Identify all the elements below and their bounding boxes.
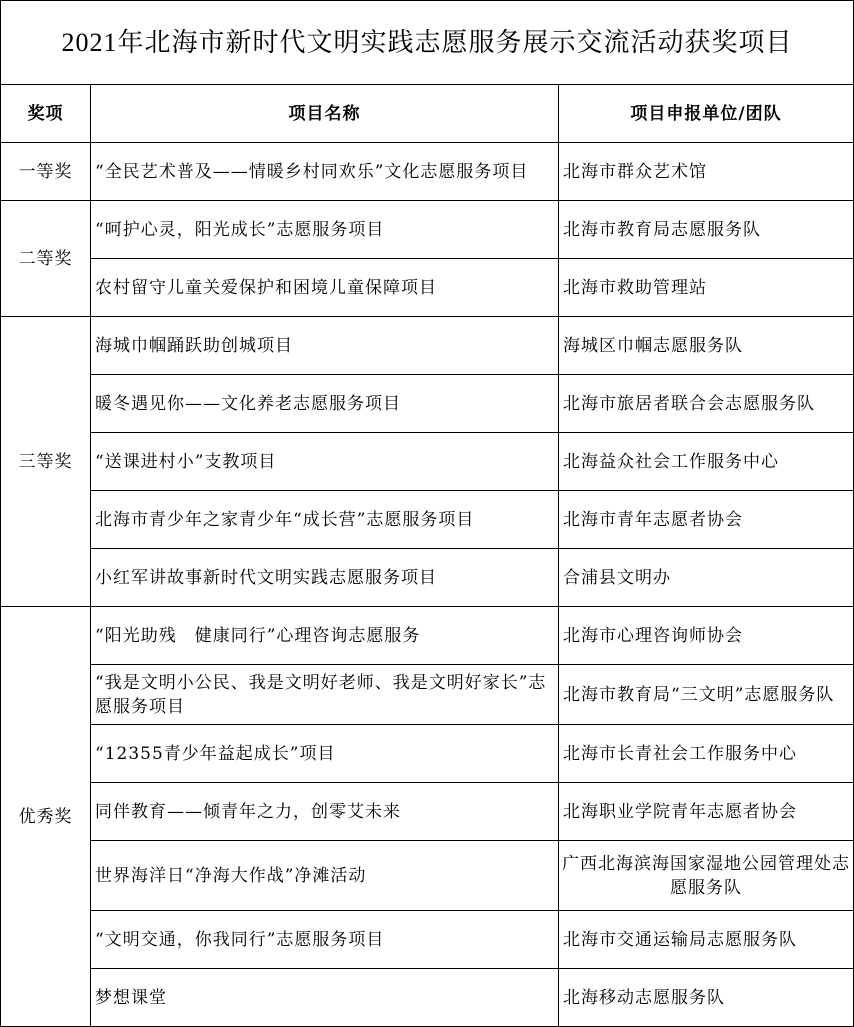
table-row	[1, 549, 854, 607]
table-row	[1, 317, 854, 375]
table-row	[1, 607, 854, 665]
table-row	[1, 665, 854, 725]
project-cell: “阳光助残 健康同行”心理咨询志愿服务	[91, 607, 559, 665]
project-cell: “文明交通，你我同行”志愿服务项目	[91, 911, 559, 969]
unit-cell: 北海市心理咨询师协会	[559, 607, 854, 665]
unit-cell: 海城区巾帼志愿服务队	[559, 317, 854, 375]
project-cell: 梦想课堂	[91, 969, 559, 1027]
unit-cell: 合浦县文明办	[559, 549, 854, 607]
project-cell: “12355青少年益起成长”项目	[91, 725, 559, 783]
project-cell: “呵护心灵，阳光成长”志愿服务项目	[91, 201, 559, 259]
award-cell-excellence: 优秀奖	[1, 607, 91, 1027]
table-row	[1, 433, 854, 491]
project-cell: 北海市青少年之家青少年“成长营”志愿服务项目	[91, 491, 559, 549]
table-row	[1, 143, 854, 201]
award-cell-second: 二等奖	[1, 201, 91, 317]
unit-cell: 北海市旅居者联合会志愿服务队	[559, 375, 854, 433]
table-row	[1, 911, 854, 969]
unit-cell: 广西北海滨海国家湿地公园管理处志愿服务队	[559, 841, 854, 911]
unit-cell: 北海职业学院青年志愿者协会	[559, 783, 854, 841]
unit-cell: 北海市救助管理站	[559, 259, 854, 317]
project-cell: 世界海洋日“净海大作战”净滩活动	[91, 841, 559, 911]
award-cell-third: 三等奖	[1, 317, 91, 607]
table-row	[1, 375, 854, 433]
header-unit: 项目申报单位/团队	[559, 85, 854, 143]
project-cell: “送课进村小”支教项目	[91, 433, 559, 491]
project-cell: 小红军讲故事新时代文明实践志愿服务项目	[91, 549, 559, 607]
project-cell: “我是文明小公民、我是文明好老师、我是文明好家长”志愿服务项目	[91, 665, 559, 725]
table-title: 2021年北海市新时代文明实践志愿服务展示交流活动获奖项目	[1, 1, 854, 85]
table-row	[1, 841, 854, 911]
header-project: 项目名称	[91, 85, 559, 143]
unit-cell: 北海市群众艺术馆	[559, 143, 854, 201]
table-row	[1, 201, 854, 259]
table-row	[1, 725, 854, 783]
unit-cell: 北海市长青社会工作服务中心	[559, 725, 854, 783]
table-row	[1, 491, 854, 549]
header-award: 奖项	[1, 85, 91, 143]
unit-cell: 北海市交通运输局志愿服务队	[559, 911, 854, 969]
title-row	[1, 1, 854, 85]
award-cell-first: 一等奖	[1, 143, 91, 201]
project-cell: 农村留守儿童关爱保护和困境儿童保障项目	[91, 259, 559, 317]
unit-cell: 北海市教育局“三文明”志愿服务队	[559, 665, 854, 725]
unit-cell: 北海市教育局志愿服务队	[559, 201, 854, 259]
header-row	[1, 85, 854, 143]
table-row	[1, 969, 854, 1027]
unit-cell: 北海移动志愿服务队	[559, 969, 854, 1027]
unit-cell: 北海益众社会工作服务中心	[559, 433, 854, 491]
project-cell: 海城巾帼踊跃助创城项目	[91, 317, 559, 375]
table-row	[1, 783, 854, 841]
project-cell: “全民艺术普及——情暖乡村同欢乐”文化志愿服务项目	[91, 143, 559, 201]
table-row	[1, 259, 854, 317]
project-cell: 暖冬遇见你——文化养老志愿服务项目	[91, 375, 559, 433]
project-cell: 同伴教育——倾青年之力，创零艾未来	[91, 783, 559, 841]
unit-cell: 北海市青年志愿者协会	[559, 491, 854, 549]
